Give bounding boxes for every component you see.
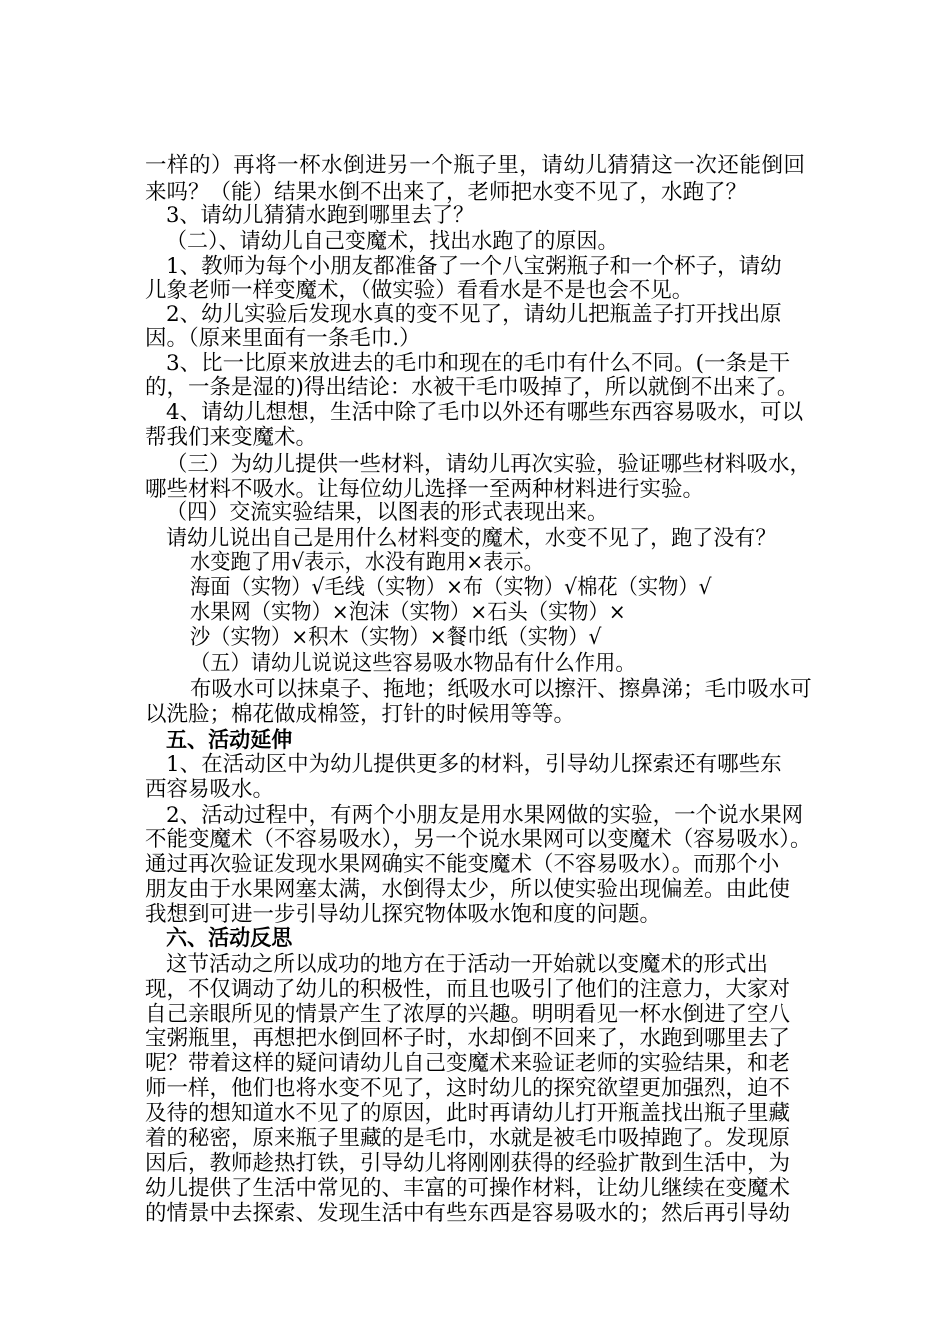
paragraph-line: 现，不仅调动了幼儿的积极性，而且也吸引了他们的注意力，大家对 xyxy=(145,977,791,1002)
paragraph-line: 着的秘密，原来瓶子里藏的是毛巾，水就是被毛巾吸掉跑了。发现原 xyxy=(145,1126,791,1151)
paragraph-line: 通过再次验证发现水果网确实不能变魔术（不容易吸水）。而那个小 xyxy=(145,852,780,877)
paragraph-line: 2、幼儿实验后发现水真的变不见了，请幼儿把瓶盖子打开找出原 xyxy=(166,302,782,327)
paragraph-line: （三）为幼儿提供一些材料，请幼儿再次实验，验证哪些材料吸水， xyxy=(166,452,812,477)
paragraph-line: 布吸水可以抹桌子、拖地；纸吸水可以擦汗、擦鼻涕；毛巾吸水可 xyxy=(190,677,812,702)
paragraph-line: 3、比一比原来放进去的毛巾和现在的毛巾有什么不同。(一条是干 xyxy=(166,351,791,376)
section-heading: 六、活动反思 xyxy=(166,926,293,951)
paragraph-line: 宝粥瓶里，再想把水倒回杯子时，水却倒不回来了，水跑到哪里去了 xyxy=(145,1026,791,1051)
section-heading: 五、活动延伸 xyxy=(166,728,293,753)
paragraph-line: 西容易吸水。 xyxy=(145,777,275,802)
paragraph-line: 师一样，他们也将水变不见了，这时幼儿的探究欲望更加强烈，迫不 xyxy=(145,1076,791,1101)
paragraph-line: 自己亲眼所见的情景产生了浓厚的兴趣。明明看见一杯水倒进了空八 xyxy=(145,1002,791,1027)
paragraph-line: 请幼儿说出自己是用什么材料变的魔术，水变不见了，跑了没有？ xyxy=(166,526,777,551)
paragraph-line: 这节活动之所以成功的地方在于活动一开始就以变魔术的形式出 xyxy=(166,952,769,977)
paragraph-line: 水变跑了用√表示，水没有跑用×表示。 xyxy=(190,550,544,575)
table-row-line: 海面（实物）√毛线（实物）×布（实物）√棉花（实物）√ xyxy=(190,575,712,600)
paragraph-line: 哪些材料不吸水。让每位幼儿选择一至两种材料进行实验。 xyxy=(145,477,705,502)
paragraph-line: （五）请幼儿说说这些容易吸水物品有什么作用。 xyxy=(190,651,636,676)
paragraph-line: 一样的）再将一杯水倒进另一个瓶子里，请幼儿猜猜这一次还能倒回 xyxy=(145,153,805,178)
paragraph-line: 2、活动过程中，有两个小朋友是用水果网做的实验，一个说水果网 xyxy=(166,803,804,828)
paragraph-line: 4、请幼儿想想，生活中除了毛巾以外还有哪些东西容易吸水，可以 xyxy=(166,400,804,425)
paragraph-line: 帮我们来变魔术。 xyxy=(145,425,318,450)
paragraph-line: 来吗？（能）结果水倒不出来了，老师把水变不见了，水跑了？ xyxy=(145,180,748,205)
paragraph-line: （四）交流实验结果，以图表的形式表现出来。 xyxy=(166,500,609,525)
paragraph-line: 朋友由于水果网塞太满，水倒得太少，所以使实验出现偏差。由此使 xyxy=(145,877,791,902)
paragraph-line: 因后，教师趁热打铁，引导幼儿将刚刚获得的经验扩散到生活中，为 xyxy=(145,1151,791,1176)
paragraph-line: 因。（原来里面有一条毛巾.） xyxy=(145,326,421,351)
paragraph-line: 呢？带着这样的疑问请幼儿自己变魔术来验证老师的实验结果，和老 xyxy=(145,1051,791,1076)
paragraph-line: 幼儿提供了生活中常见的、丰富的可操作材料，让幼儿继续在变魔术 xyxy=(145,1176,791,1201)
table-row-line: 水果网（实物）×泡沫（实物）×石头（实物）× xyxy=(190,600,626,625)
paragraph-line: 1、教师为每个小朋友都准备了一个八宝粥瓶子和一个杯子，请幼 xyxy=(166,254,782,279)
paragraph-line: 3、请幼儿猜猜水跑到哪里去了？ xyxy=(166,203,475,228)
paragraph-line: 不能变魔术（不容易吸水），另一个说水果网可以变魔术（容易吸水）。 xyxy=(145,827,812,852)
paragraph-line: 的，一条是湿的)得出结论：水被干毛巾吸掉了，所以就倒不出来了。 xyxy=(145,375,799,400)
paragraph-line: 儿象老师一样变魔术，（做实验）看看水是不是也会不见。 xyxy=(145,278,694,303)
paragraph-line: 的情景中去探索、发现生活中有些东西是容易吸水的；然后再引导幼 xyxy=(145,1201,791,1226)
paragraph-line: 及待的想知道水不见了的原因，此时再请幼儿打开瓶盖找出瓶子里藏 xyxy=(145,1101,791,1126)
table-row-line: 沙（实物）×积木（实物）×餐巾纸（实物）√ xyxy=(190,625,602,650)
paragraph-line: 1、在活动区中为幼儿提供更多的材料，引导幼儿探索还有哪些东 xyxy=(166,752,782,777)
paragraph-line: （二）、请幼儿自己变魔术，找出水跑了的原因。 xyxy=(166,229,619,254)
paragraph-line: 我想到可进一步引导幼儿探究物体吸水饱和度的问题。 xyxy=(145,902,662,927)
paragraph-line: 以洗脸；棉花做成棉签，打针的时候用等等。 xyxy=(145,702,576,727)
